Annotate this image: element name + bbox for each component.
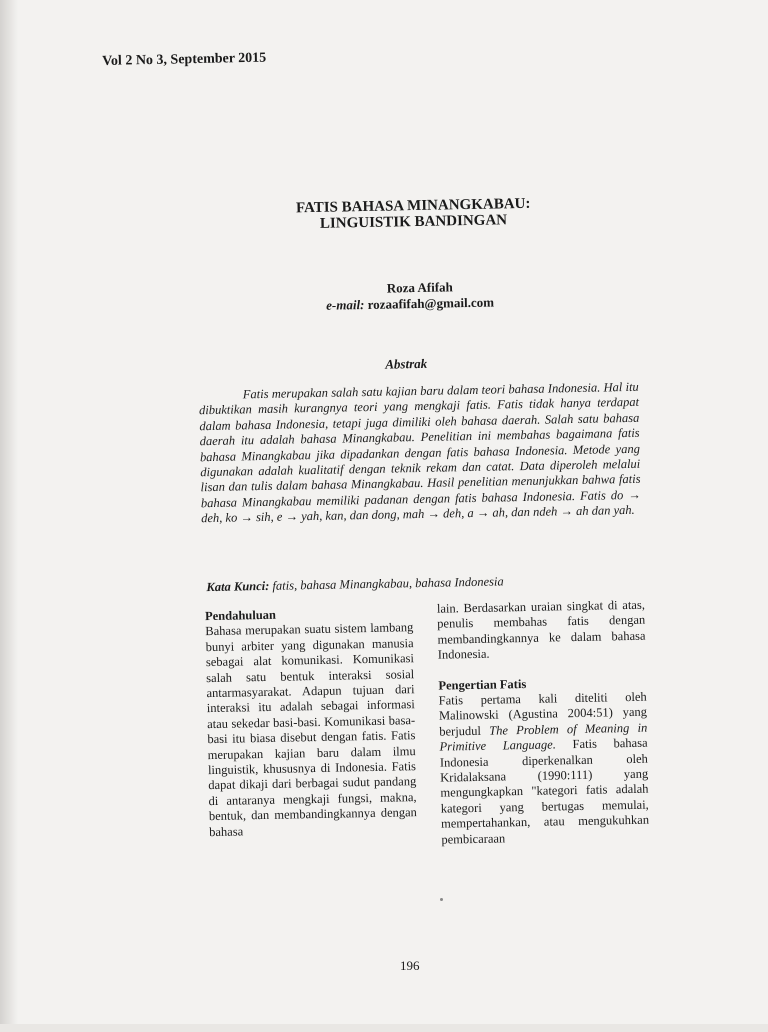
keywords xyxy=(206,572,646,595)
scan-speck xyxy=(440,898,443,901)
email-address: rozaafifah@gmail.com xyxy=(367,294,495,312)
section-pendahuluan-continuation: lain. Berdasarkan uraian singkat di atas, penulis membahas fatis dengan membandingkannya ke dalam bahasa Indonesia. xyxy=(436,597,646,662)
keywords-label: Kata Kunci: xyxy=(206,578,270,595)
abstract-text: Fatis merupakan salah satu kajian baru dalam teori bahasa Indonesia. Hal itu dibuktikan masih kurangnya teori yang mengkaji fatis. Fatis tidak hanya terdapat dalam bahasa Indonesia, tetapi juga dimiliki oleh bahasa daerah. Salah satu bahasa daerah itu adalah bahasa Minangkabau. Penelitian ini membahas bagaimana fatis bahasa Minangkabau jika dipadankan dengan fatis bahasa Indonesia. Metode yang digunakan adalah kualitatif dengan teknik rekam dan catat. Data diperoleh melalui lisan dan tulis dalam bahasa Minangkabau. Hasil penelitian menunjukkan bahwa fatis bahasa Minangkabau memiliki padanan dengan fatis bahasa Indonesia. Fatis do → deh, ko → sih, e → yah, kan, dan dong, mah → deh, a → ah, dan ndeh → ah dan yah. xyxy=(198,379,641,526)
column-left xyxy=(205,605,417,840)
author-name: Roza Afifah xyxy=(386,279,453,296)
article-title-line-1: FATIS BAHASA MINANGKABAU: xyxy=(295,195,531,217)
cited-book-title: The Problem of Meaning in Primitive Language. xyxy=(439,720,648,754)
email-label: e-mail: xyxy=(326,297,365,313)
section-heading-pendahuluan: Pendahuluan xyxy=(204,607,277,624)
section-heading-pengertian-fatis: Pengertian Fatis xyxy=(438,676,527,693)
volume-header: Vol 2 No 3, September 2015 xyxy=(102,50,267,69)
fatis-text-start: Fatis pertama kali diteliti oleh Malinowski (Agustina 2004:51) yang berjudul xyxy=(438,689,648,739)
page-number: 196 xyxy=(400,958,420,973)
article-title-line-2: LINGUISTIK BANDINGAN xyxy=(319,212,508,232)
keywords-text: fatis, bahasa Minangkabau, bahasa Indonesia xyxy=(272,574,504,593)
abstract-heading: Abstrak xyxy=(385,355,428,372)
section-pengertian-fatis-text xyxy=(439,690,650,848)
fatis-text-end: Fatis bahasa Indonesia diperkenalkan oleh Kridalaksana (1990:111) yang mengungkapkan "kategori fatis adalah kategori yang bertugas memulai, mempertahankan, atau mengukuhkan pembicaraan xyxy=(439,735,650,847)
section-pendahuluan-text: Bahasa merupakan suatu sistem lambang bunyi arbiter yang digunakan manusia sebagai alat komunikasi. Komunikasi salah satu bentuk interaksi sosial antarmasyarakat. Adapun tujuan dari interaksi itu adalah sebagai informasi atau sekedar basi-basi. Komunikasi basa-basi itu biasa disebut dengan fatis. Fatis merupakan kajian baru dalam ilmu linguistik, khususnya di Indonesia. Fatis dapat dikaji dari berbagai sudut pandang di antaranya mengkaji fungsi, makna, bentuk, dan membandingkannya dengan bahasa xyxy=(205,620,417,839)
column-right xyxy=(437,598,650,848)
